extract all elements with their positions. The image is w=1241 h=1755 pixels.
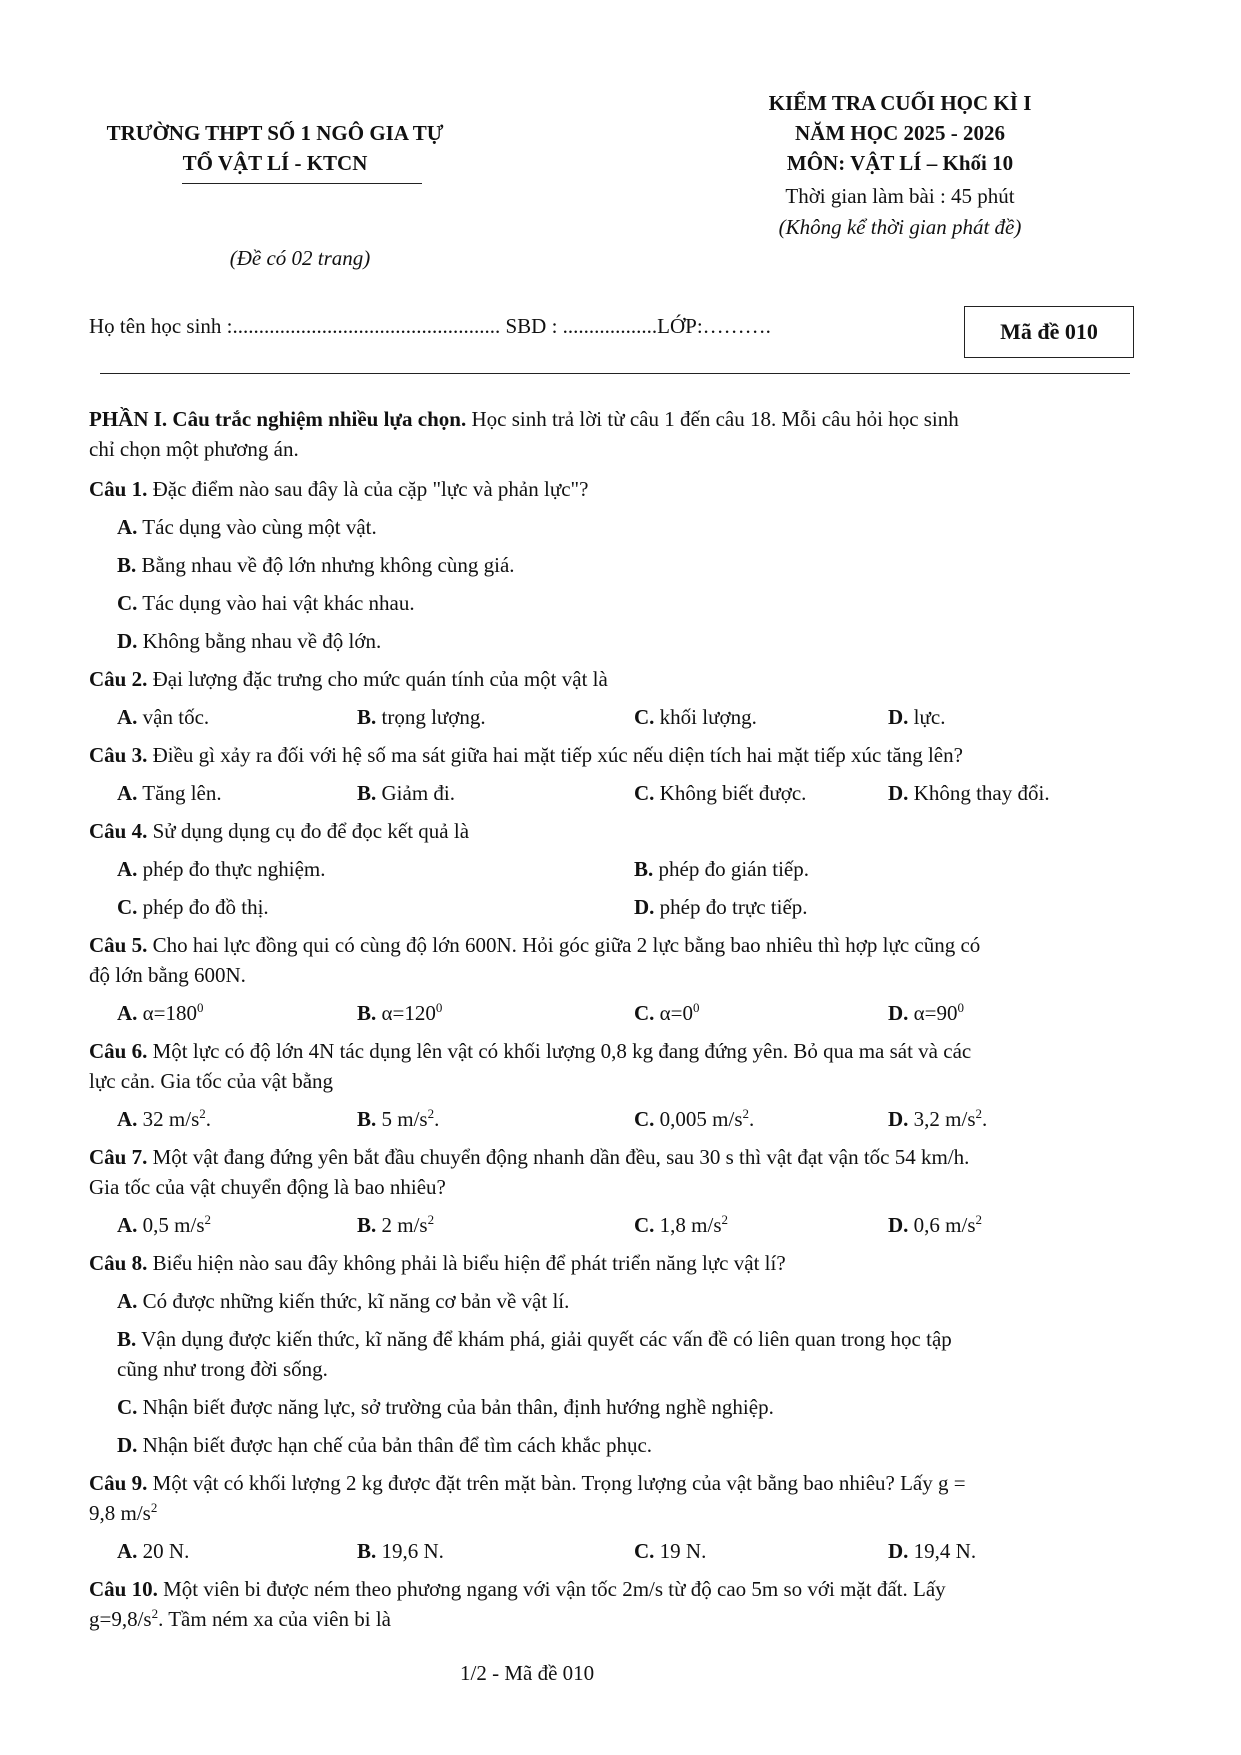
- question-4: Câu 4. Sử dụng dụng cụ đo để đọc kết quả là: [89, 819, 470, 843]
- q3-option-b: B. Giảm đi.: [357, 781, 456, 805]
- question-5: Câu 5. Cho hai lực đồng qui có cùng độ lớn 600N. Hỏi góc giữa 2 lực bằng bao nhiêu thì hợp lực cũng có: [89, 933, 981, 957]
- question-3: Câu 3. Điều gì xảy ra đối với hệ số ma sát giữa hai mặt tiếp xúc nếu diện tích hai mặt tiếp xúc tăng lên?: [89, 743, 963, 767]
- q6-option-d: D. 3,2 $m/s^2$.: [888, 1106, 988, 1131]
- q1-label: Câu 1.: [89, 477, 148, 501]
- q9-option-a: A. 20 N.: [117, 1539, 190, 1563]
- q7-option-c: C. 1,8 $m/s^2$: [634, 1212, 729, 1237]
- part1-instruction-b: chỉ chọn một phương án.: [89, 437, 299, 461]
- q4-option-a: A. phép đo thực nghiệm.: [117, 857, 326, 881]
- question-9: Câu 9. Một vật có khối lượng 2 kg được đặt trên mặt bàn. Trọng lượng của vật bằng bao nhiêu? Lấy g =: [89, 1471, 966, 1495]
- section-divider: [100, 373, 1130, 374]
- question-6: Câu 6. Một lực có độ lớn 4N tác dụng lên vật có khối lượng 0,8 kg đang đứng yên. Bỏ qua ma sát và các: [89, 1039, 972, 1063]
- department-name: TỔ VẬT LÍ - KTCN: [182, 151, 368, 175]
- q6-option-c: C. 0,005 $m/s^2$.: [634, 1106, 755, 1131]
- q5-option-c: C. $\alpha=0^0$: [634, 1000, 700, 1025]
- school-name: TRƯỜNG THPT SỐ 1 NGÔ GIA TỰ: [106, 121, 444, 145]
- q1-option-d: D. Không bằng nhau về độ lớn.: [117, 629, 382, 653]
- q9-option-c: C. 19 N.: [634, 1539, 707, 1563]
- q5-option-b: B. $\alpha=120^0$: [357, 1000, 443, 1025]
- exam-title: KIỂM TRA CUỐI HỌC KÌ I: [768, 91, 1032, 115]
- school-year: NĂM HỌC 2025 - 2026: [795, 121, 1005, 145]
- q4-option-b: B. phép đo gián tiếp.: [634, 857, 809, 881]
- q5-option-d: D. $\alpha=90^0$: [888, 1000, 965, 1025]
- q1-option-a: A. Tác dụng vào cùng một vật.: [117, 515, 377, 539]
- q2-option-d: D. lực.: [888, 705, 946, 729]
- q9-option-d: D. 19,4 N.: [888, 1539, 977, 1563]
- q8-option-a: A. Có được những kiến thức, kĩ năng cơ bản về vật lí.: [117, 1289, 570, 1313]
- header-divider: [182, 183, 422, 184]
- question-7: Câu 7. Một vật đang đứng yên bắt đầu chuyển động nhanh dần đều, sau 30 s thì vật đạt vận tốc 54 km/h.: [89, 1145, 970, 1169]
- q5-option-a: A. $\alpha=180^0$: [117, 1000, 204, 1025]
- question-2: Câu 2. Đại lượng đặc trưng cho mức quán tính của một vật là: [89, 667, 608, 691]
- question-8: Câu 8. Biểu hiện nào sau đây không phải là biểu hiện để phát triển năng lực vật lí?: [89, 1251, 786, 1275]
- question-10-cont: $g=9,8/s^2$. Tầm ném xa của viên bi là: [89, 1606, 391, 1631]
- part1-instruction: [89, 404, 1149, 434]
- q6-option-b: B. 5 $m/s^2$.: [357, 1106, 440, 1131]
- q2-option-a: A. vận tốc.: [117, 705, 210, 729]
- q3-option-c: C. Không biết được.: [634, 781, 807, 805]
- duration-note: (Không kể thời gian phát đề): [778, 215, 1022, 239]
- part1-instruction-a: Học sinh trả lời từ câu 1 đến câu 18. Mỗi câu hỏi học sinh: [466, 407, 959, 431]
- question-10: Câu 10. Một viên bi được ném theo phương ngang với vận tốc 2m/s từ độ cao 5m so với mặt đất. Lấy: [89, 1577, 946, 1601]
- q3-option-d: D. Không thay đổi.: [888, 781, 1050, 805]
- duration: Thời gian làm bài : 45 phút: [785, 184, 1015, 208]
- q6-option-a: A. 32 $m/s^2$.: [117, 1106, 212, 1131]
- pages-note: (Đề có 02 trang): [229, 246, 371, 270]
- q1-option-c: C. Tác dụng vào hai vật khác nhau.: [117, 591, 415, 615]
- subject: MÔN: VẬT LÍ – Khối 10: [786, 151, 1014, 175]
- q3-option-a: A. Tăng lên.: [117, 781, 222, 805]
- question-9-cont: 9,8 $m/s^2$: [89, 1500, 158, 1525]
- q4-option-d: D. phép đo trực tiếp.: [634, 895, 808, 919]
- question-5-cont: độ lớn bằng 600N.: [89, 963, 246, 987]
- q2-option-c: C. khối lượng.: [634, 705, 757, 729]
- q7-option-b: B. 2 $m/s^2$: [357, 1212, 435, 1237]
- q1-text: Đặc điểm nào sau đây là của cặp "lực và phản lực"?: [147, 477, 589, 501]
- q8-option-b-cont: cũng như trong đời sống.: [117, 1357, 328, 1381]
- question-1: [89, 474, 588, 504]
- exam-code-box: [964, 306, 1134, 358]
- q7-option-d: D. 0,6 $m/s^2$: [888, 1212, 983, 1237]
- q8-option-c: C. Nhận biết được năng lực, sở trường của bản thân, định hướng nghề nghiệp.: [117, 1395, 774, 1419]
- q8-option-d: D. Nhận biết được hạn chế của bản thân để tìm cách khắc phục.: [117, 1433, 653, 1457]
- q9-option-b: B. 19,6 N.: [357, 1539, 444, 1563]
- q7-option-a: A. 0,5 $m/s^2$: [117, 1212, 212, 1237]
- question-7-cont: Gia tốc của vật chuyển động là bao nhiêu?: [89, 1175, 446, 1199]
- student-info-line: Họ tên học sinh :................................................... SBD : ..................LỚP:……….: [89, 314, 771, 338]
- q1-option-b: B. Bằng nhau về độ lớn nhưng không cùng giá.: [117, 553, 515, 577]
- q2-option-b: B. trọng lượng.: [357, 705, 486, 729]
- page-footer: 1/2 - Mã đề 010: [460, 1661, 595, 1685]
- question-6-cont: lực cản. Gia tốc của vật bằng: [89, 1069, 334, 1093]
- q4-option-c: C. phép đo đồ thị.: [117, 895, 269, 919]
- part1-title: PHẦN I. Câu trắc nghiệm nhiều lựa chọn.: [89, 407, 467, 431]
- exam-code: Mã đề 010: [1000, 319, 1098, 344]
- q8-option-b: B. Vận dụng được kiến thức, kĩ năng để khám phá, giải quyết các vấn đề có liên quan trong học tập: [117, 1327, 952, 1351]
